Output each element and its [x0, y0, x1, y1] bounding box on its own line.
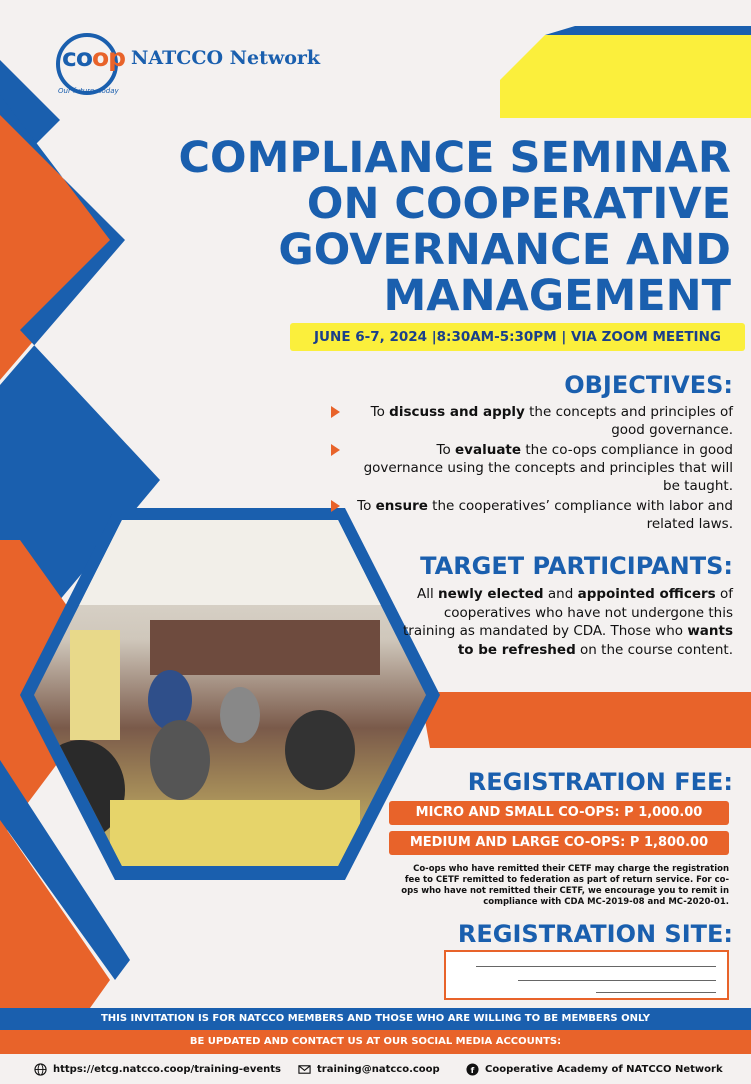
globe-icon	[34, 1063, 47, 1076]
fee-note: Co-ops who have remitted their CETF may charge the registration fee to CETF remitted to federation as part of return service. For co-ops who have not remitted their CETF, we encourage you to remit in compliance with CDA MC-2019-08 and MC-2020-01.	[401, 864, 729, 907]
fee-tier-medium-large: MEDIUM AND LARGE CO-OPS: P 1,800.00	[389, 831, 729, 855]
objectives-heading: OBJECTIVES:	[564, 371, 733, 399]
objective-bold: ensure	[375, 498, 428, 514]
triangle-bullet-icon	[331, 444, 340, 456]
tp-bold: wants to be refreshed	[457, 623, 734, 658]
tp-text: All	[416, 586, 438, 602]
objective-bold: discuss and apply	[389, 404, 525, 420]
objective-text: the concepts and principles of good governance.	[524, 404, 733, 438]
logo-mark-co: co	[62, 43, 92, 72]
facebook-contact[interactable]	[466, 1063, 723, 1076]
logo-tagline: Our future, today	[58, 87, 119, 95]
natcco-logo	[56, 33, 326, 99]
website-link[interactable]: https://etcg.natcco.coop/training-events	[53, 1064, 281, 1075]
triangle-bullet-icon	[331, 406, 340, 418]
objective-text: To	[357, 498, 376, 514]
objective-item	[353, 441, 733, 495]
tp-text: and	[543, 586, 578, 602]
objective-text: the cooperatives’ compliance with labor and related laws.	[427, 498, 733, 532]
tp-text: of cooperatives who have not undergone this training as mandated by CDA. Those who	[403, 586, 733, 639]
objectives-list	[353, 403, 733, 535]
title-line-4: MANAGEMENT	[383, 271, 731, 321]
triangle-bullet-icon	[331, 500, 340, 512]
facebook-link[interactable]: Cooperative Academy of NATCCO Network	[485, 1064, 723, 1075]
objective-text: To	[370, 404, 390, 420]
title-line-2: ON COOPERATIVE	[306, 179, 731, 229]
contacts-row	[0, 1054, 751, 1084]
mail-icon	[298, 1063, 311, 1076]
logo-name: NATCCO Network	[131, 47, 321, 69]
target-participants-text	[403, 585, 733, 659]
objective-text: the co-ops compliance in good governance using the concepts and principles that will be taught.	[363, 442, 733, 494]
svg-text:f: f	[470, 1065, 475, 1076]
fee-tier-micro-small: MICRO AND SMALL CO-OPS: P 1,000.00	[389, 801, 729, 825]
title-line-3: GOVERNANCE AND	[278, 225, 731, 275]
website-contact[interactable]	[34, 1063, 281, 1076]
site-line	[596, 992, 716, 993]
objective-bold: evaluate	[455, 442, 522, 458]
email-contact[interactable]	[298, 1063, 440, 1076]
date-bar: JUNE 6-7, 2024 |8:30AM-5:30PM | VIA ZOOM MEETING	[290, 323, 745, 351]
site-line	[476, 966, 716, 967]
registration-site-heading: REGISTRATION SITE:	[457, 920, 733, 948]
tp-bold: appointed officers	[577, 586, 716, 602]
contact-banner: BE UPDATED AND CONTACT US AT OUR SOCIAL MEDIA ACCOUNTS:	[0, 1030, 751, 1054]
objective-item	[353, 403, 733, 439]
tp-bold: newly elected	[438, 586, 544, 602]
site-line	[518, 980, 716, 981]
facebook-icon	[466, 1063, 479, 1076]
objective-item	[353, 497, 733, 533]
logo-mark	[62, 43, 125, 72]
objective-text: To	[436, 442, 456, 458]
email-link[interactable]: training@natcco.coop	[317, 1064, 440, 1075]
invitation-banner: THIS INVITATION IS FOR NATCCO MEMBERS AND THOSE WHO ARE WILLING TO BE MEMBERS ONLY	[0, 1008, 751, 1030]
tp-text: on the course content.	[575, 641, 733, 658]
registration-site-box[interactable]	[444, 950, 729, 1000]
logo-mark-op: op	[92, 43, 126, 72]
target-participants-heading: TARGET PARTICIPANTS:	[420, 552, 733, 580]
seminar-title	[81, 135, 731, 319]
registration-fee-heading: REGISTRATION FEE:	[467, 768, 733, 796]
title-line-1: COMPLIANCE SEMINAR	[178, 133, 731, 183]
